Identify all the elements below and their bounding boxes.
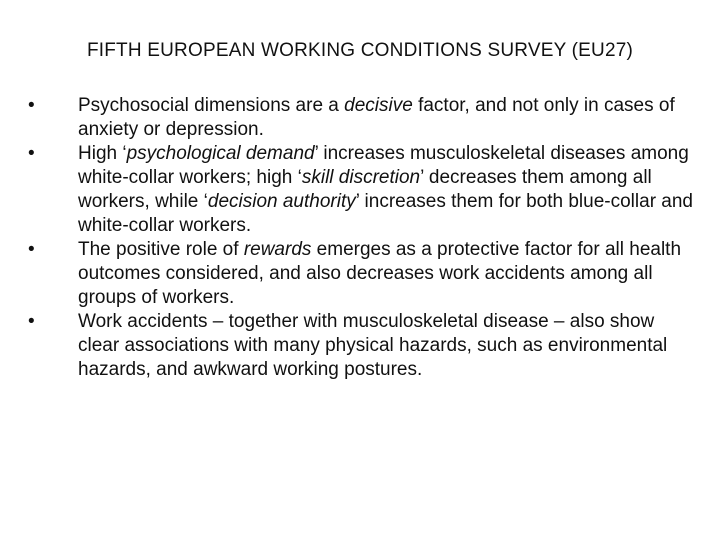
text-segment: Psychosocial dimensions are a [78, 95, 345, 116]
bullet-list [24, 94, 694, 382]
text-segment: ’ increases musculoskeletal diseases among white-collar workers; high ‘ [78, 143, 689, 188]
text-segment: factor, and not only in cases of anxiety or depression. [78, 95, 675, 140]
italic-segment: skill discretion [301, 167, 421, 188]
italic-segment: psychological demand [126, 143, 315, 164]
italic-segment: decisive [344, 95, 413, 116]
bullet-item [24, 310, 694, 382]
bullet-item [24, 238, 694, 310]
bullet-marker: • [28, 239, 35, 260]
bullet-marker: • [28, 143, 35, 164]
bullet-text [78, 311, 667, 380]
text-segment: ’ decreases them among all workers, while ‘ [78, 167, 652, 212]
bullet-marker: • [28, 311, 35, 332]
text-segment: ’ increases them for both blue-collar and white-collar workers. [78, 191, 693, 236]
bullet-text [78, 95, 675, 140]
bullet-item [24, 142, 694, 238]
text-segment: emerges as a protective factor for all health outcomes considered, and also decreases work accidents among all groups of workers. [78, 239, 682, 308]
bullet-item [24, 94, 694, 142]
italic-segment: decision authority [207, 191, 356, 212]
bullet-marker: • [28, 95, 35, 116]
bullet-text [78, 143, 693, 236]
text-segment: Work accidents – together with musculoskeletal disease – also show clear associations with many physical hazards, such as environmental hazards, and awkward working postures. [78, 311, 668, 380]
text-segment: The positive role of [78, 239, 244, 260]
slide-title: FIFTH EUROPEAN WORKING CONDITIONS SURVEY (EU27) [86, 40, 634, 61]
text-segment: High ‘ [78, 143, 127, 164]
italic-segment: rewards [243, 239, 312, 260]
bullet-text [78, 239, 681, 308]
